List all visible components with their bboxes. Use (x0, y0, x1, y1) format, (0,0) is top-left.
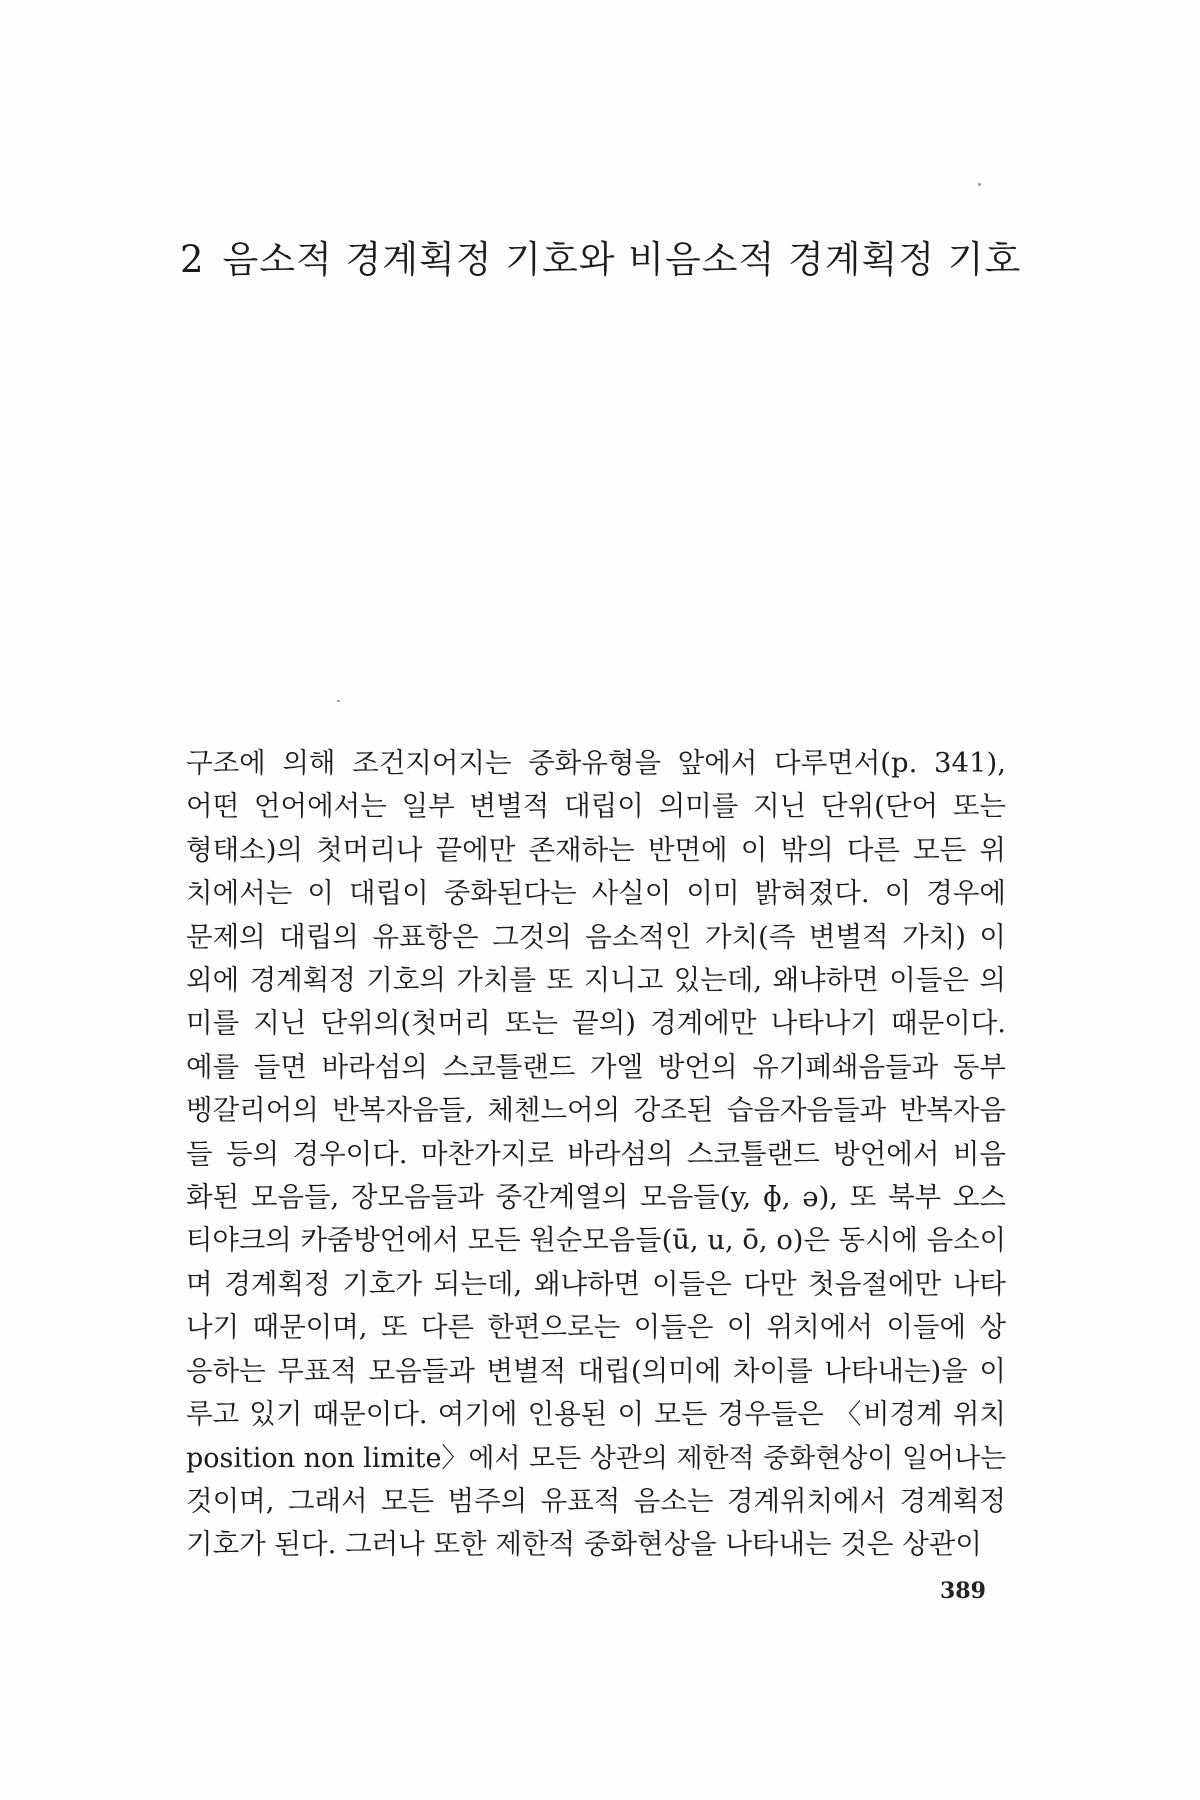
text-line: 루고 있기 때문이다. 여기에 인용된 이 모든 경우들은 〈비경계 위치 (186, 1398, 1006, 1431)
text-line: 들 등의 경우이다. 마찬가지로 바라섬의 스코틀랜드 방언에서 비음 (186, 1137, 1006, 1170)
text-line: 며 경계획정 기호가 되는데, 왜냐하면 이들은 다만 첫음절에만 나타 (186, 1267, 1006, 1300)
text-line: 티야크의 카줌방언에서 모든 원순모음들(ū, u, ō, o)은 동시에 음소이 (186, 1225, 1006, 1257)
text-line: 벵갈리어의 반복자음들, 체첸느어의 강조된 습음자음들과 반복자음 (186, 1094, 1006, 1127)
text-line: 형태소)의 첫머리나 끝에만 존재하는 반면에 이 밖의 다른 모든 위 (186, 833, 1006, 866)
section-title: 음소적 경계획정 기호와 비음소적 경계획정 기호 (222, 238, 1022, 281)
text-line: 어떤 언어에서는 일부 변별적 대립이 의미를 지닌 단위(단어 또는 (186, 790, 1006, 823)
text-line: 것이며, 그래서 모든 범주의 유표적 음소는 경계위치에서 경계획정 (186, 1484, 1006, 1517)
section-heading (180, 238, 1040, 282)
text-line: 문제의 대립의 유표항은 그것의 음소적인 가치(즉 변별적 가치) 이 (186, 920, 1006, 953)
text-line: 미를 지닌 단위의(첫머리 또는 끝의) 경계에만 나타나기 때문이다. (186, 1007, 1006, 1040)
scan-speck (978, 183, 981, 186)
scan-speck (337, 700, 340, 702)
text-line: 구조에 의해 조건지어지는 중화유형을 앞에서 다루면서(p. 341), (186, 747, 1006, 779)
text-line: 나기 때문이며, 또 다른 한편으로는 이들은 이 위치에서 이들에 상 (186, 1311, 1006, 1344)
text-line: 예를 들면 바라섬의 스코틀랜드 가엘 방언의 유기폐쇄음들과 동부 (186, 1050, 1006, 1083)
text-line: 응하는 무표적 모음들과 변별적 대립(의미에 차이를 나타내는)을 이 (186, 1354, 1006, 1387)
text-line: 치에서는 이 대립이 중화된다는 사실이 이미 밝혀졌다. 이 경우에 (186, 877, 1006, 910)
text-line: 외에 경계획정 기호의 가치를 또 지니고 있는데, 왜냐하면 이들은 의 (186, 964, 1006, 997)
section-number: 2 (180, 238, 205, 281)
text-line: 화된 모음들, 장모음들과 중간계열의 모음들(y, ɸ, ə), 또 북부 오스 (186, 1181, 1006, 1214)
text-line: 기호가 된다. 그러나 또한 제한적 중화현상을 나타내는 것은 상관이 (186, 1528, 982, 1561)
page-number: 389 (940, 1578, 986, 1604)
text-line: position non limite〉에서 모든 상관의 제한적 중화현상이 일어나는 (186, 1442, 1007, 1474)
body-paragraph (186, 742, 1006, 1567)
